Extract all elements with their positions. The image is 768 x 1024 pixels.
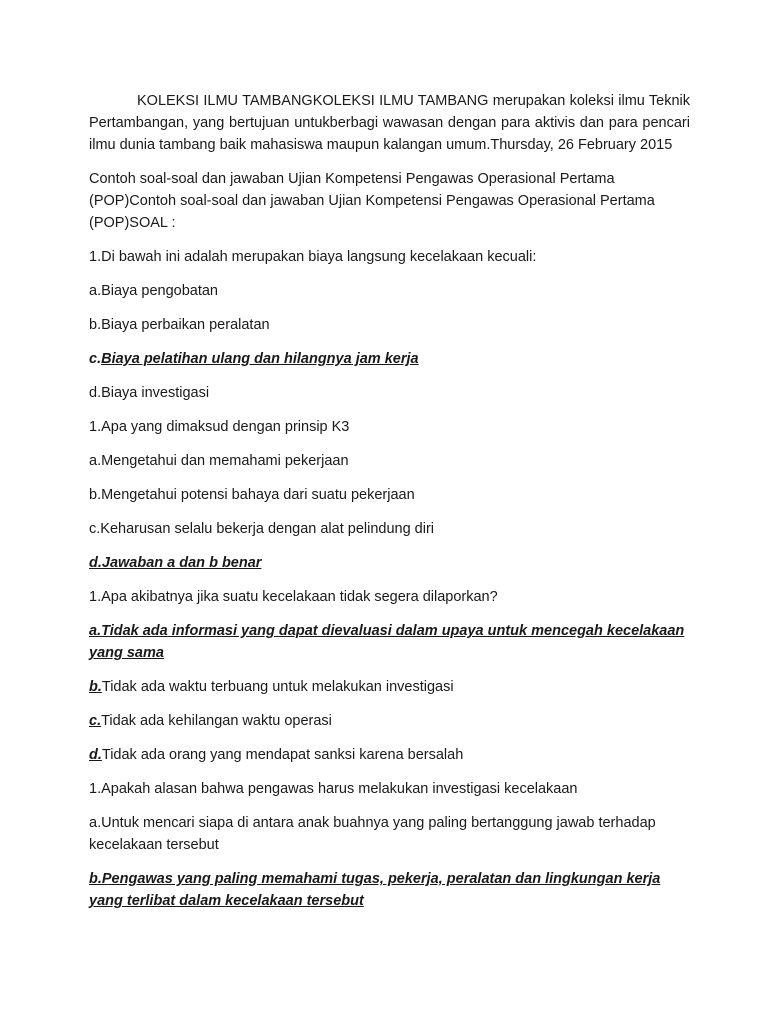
question-2: 1.Apa yang dimaksud dengan prinsip K3 <box>89 419 350 435</box>
question-3-option-b <box>89 676 690 698</box>
intro-paragraph: KOLEKSI ILMU TAMBANGKOLEKSI ILMU TAMBANG merupakan koleksi ilmu Teknik Pertambangan, yang bertujuan untukberbagi wawasan dengan para aktivis dan para pencari ilmu dunia tambang baik mahasiswa maupun kalangan umum.Thursday, 26 February 2015 <box>89 93 690 153</box>
question-1: 1.Di bawah ini adalah merupakan biaya langsung kecelakaan kecuali: <box>89 249 537 265</box>
answer-text: Tidak ada informasi yang dapat dievaluasi dalam upaya untuk mencegah kecelakaan yang sama <box>89 623 685 661</box>
question-4-option-b-answer: b.Pengawas yang paling memahami tugas, pekerja, peralatan dan lingkungan kerja yang terlibat dalam kecelakaan tersebut <box>89 871 661 909</box>
option-text: Tidak ada kehilangan waktu operasi <box>101 713 332 729</box>
option-prefix: c. <box>89 713 102 729</box>
answer-text: Biaya pelatihan ulang dan hilangnya jam kerja <box>101 351 419 367</box>
section-heading: Contoh soal-soal dan jawaban Ujian Kompetensi Pengawas Operasional Pertama (POP)Contoh soal-soal dan jawaban Ujian Kompetensi Pengawas Operasional Pertama (POP)SOAL : <box>89 171 655 231</box>
question-2-option-a: a.Mengetahui dan memahami pekerjaan <box>89 453 349 469</box>
question-4-option-a: a.Untuk mencari siapa di antara anak buahnya yang paling bertanggung jawab terhadap kecelakaan tersebut <box>89 815 656 853</box>
option-text: Tidak ada waktu terbuang untuk melakukan investigasi <box>101 679 454 695</box>
question-3: 1.Apa akibatnya jika suatu kecelakaan tidak segera dilaporkan? <box>89 589 498 605</box>
question-1-option-d: d.Biaya investigasi <box>89 385 210 401</box>
question-3-option-d <box>89 744 690 766</box>
question-1-option-c-answer <box>89 348 690 370</box>
option-prefix: c. <box>89 351 102 367</box>
question-1-option-a: a.Biaya pengobatan <box>89 283 218 299</box>
document-body <box>89 90 690 924</box>
option-prefix: d. <box>89 747 102 763</box>
question-4: 1.Apakah alasan bahwa pengawas harus melakukan investigasi kecelakaan <box>89 781 578 797</box>
question-2-option-d-answer: d.Jawaban a dan b benar <box>89 555 262 571</box>
question-1-option-b: b.Biaya perbaikan peralatan <box>89 317 270 333</box>
question-3-option-a-answer <box>89 620 690 664</box>
question-2-option-c: c.Keharusan selalu bekerja dengan alat pelindung diri <box>89 521 435 537</box>
option-text: Tidak ada orang yang mendapat sanksi karena bersalah <box>101 747 464 763</box>
question-2-option-b: b.Mengetahui potensi bahaya dari suatu pekerjaan <box>89 487 415 503</box>
question-3-option-c <box>89 710 690 732</box>
option-prefix: a. <box>89 623 102 639</box>
option-prefix: b. <box>89 679 102 695</box>
